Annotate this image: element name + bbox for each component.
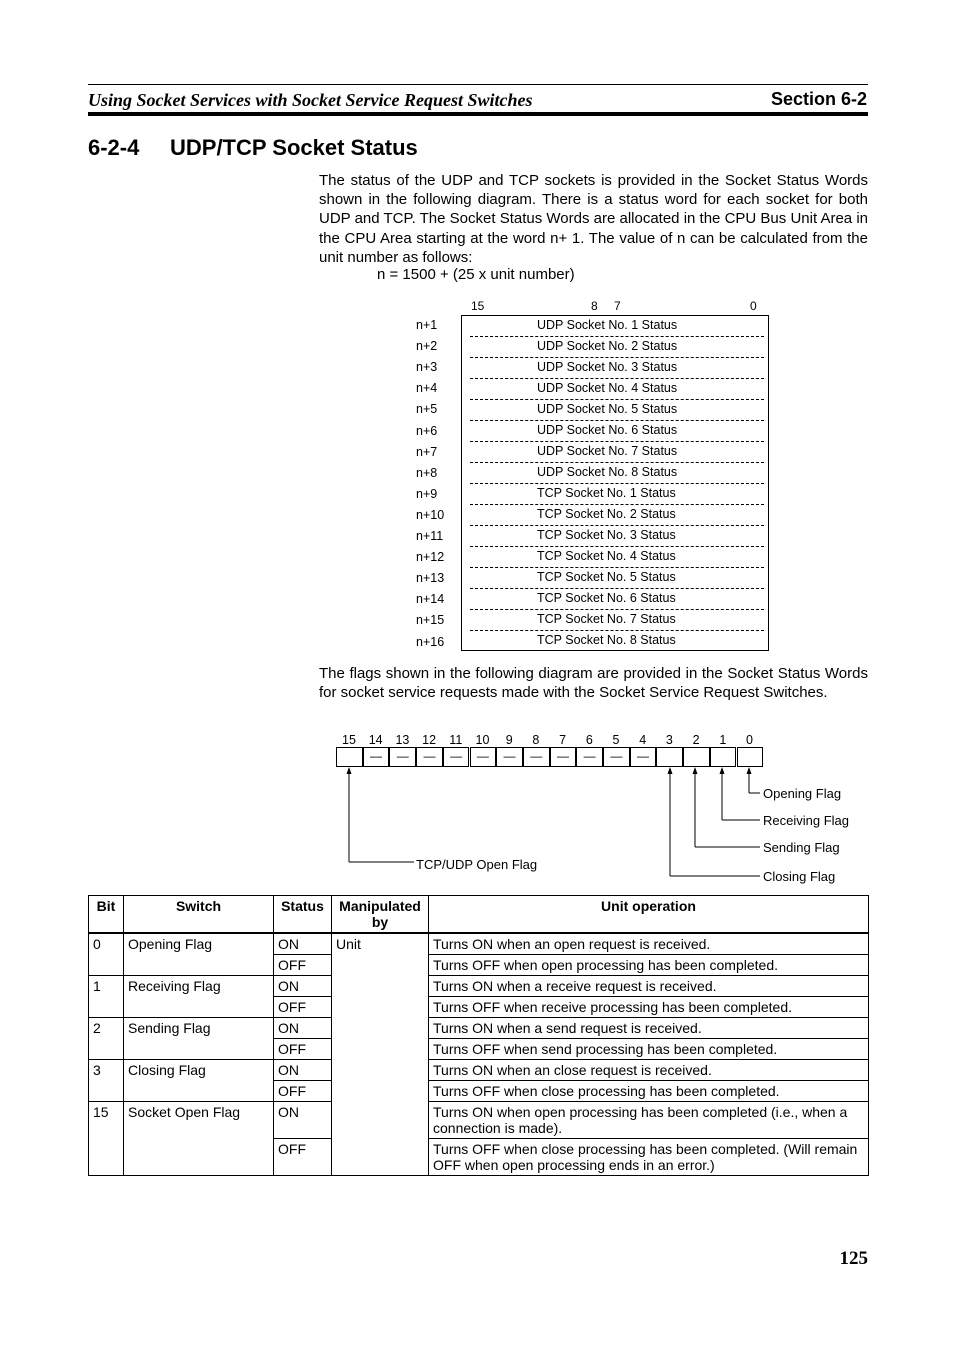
bit-number-label: 9 xyxy=(505,733,513,747)
status-word-label: UDP Socket No. 3 Status xyxy=(537,360,678,374)
flags-paragraph: The flags shown in the following diagram are provided in the Socket Status Words for socket service requests made with the Socket Service Request Switches. xyxy=(319,665,868,702)
status-word-label: TCP Socket No. 1 Status xyxy=(537,486,676,500)
word-address: n+16 xyxy=(416,634,445,649)
status-on: ON xyxy=(274,1060,332,1081)
status-word-label: UDP Socket No. 2 Status xyxy=(537,339,678,353)
unused-bit-mark: — xyxy=(503,749,516,763)
word-address: n+1 xyxy=(416,318,438,332)
bit-number-label: 1 xyxy=(719,733,727,747)
bit-number-label: 0 xyxy=(746,733,753,747)
bit-number-label: 3 xyxy=(665,733,673,747)
switch-name: Receiving Flag xyxy=(124,976,274,1018)
word-address: n+12 xyxy=(416,550,445,565)
header-unit-operation: Unit operation xyxy=(429,896,869,934)
unit-operation-off: Turns OFF when send processing has been completed. xyxy=(429,1039,869,1060)
status-off: OFF xyxy=(274,955,332,976)
status-on: ON xyxy=(274,976,332,997)
unit-operation-on: Turns ON when a receive request is received. xyxy=(429,976,869,997)
header-manipulated-by: Manipulated by xyxy=(332,896,429,934)
status-word-label: UDP Socket No. 1 Status xyxy=(537,318,678,332)
status-word-label: TCP Socket No. 4 Status xyxy=(537,549,676,563)
status-on: ON xyxy=(274,1102,332,1139)
table-row xyxy=(89,933,869,955)
section-number: 6-2-4 xyxy=(88,135,140,160)
closing-flag-label: Closing Flag xyxy=(763,869,836,884)
status-word-label: UDP Socket No. 5 Status xyxy=(537,402,678,416)
word-address: n+10 xyxy=(416,507,445,522)
unit-operation-off: Turns OFF when close processing has been completed. xyxy=(429,1081,869,1102)
word-address: n+14 xyxy=(416,592,445,607)
bit-number-label: 15 xyxy=(342,733,356,747)
opening-flag-label: Opening Flag xyxy=(763,786,842,801)
status-word-label: TCP Socket No. 2 Status xyxy=(537,507,676,521)
word-address: n+3 xyxy=(416,360,438,375)
open-flag-label: TCP/UDP Open Flag xyxy=(416,857,538,872)
bit-number-label: 13 xyxy=(395,733,410,747)
unused-bit-mark: — xyxy=(610,749,623,763)
section-title: UDP/TCP Socket Status xyxy=(170,135,418,160)
word-bit-7-label: 7 xyxy=(614,299,621,313)
word-address: n+8 xyxy=(416,465,438,480)
word-address: n+13 xyxy=(416,571,445,586)
flag-operation-table xyxy=(88,895,869,1176)
bit-cell-value: 0 xyxy=(89,933,124,976)
status-off: OFF xyxy=(274,1039,332,1060)
bit-number-label: 2 xyxy=(692,733,700,747)
manipulated-by: Unit xyxy=(332,933,429,1176)
bit-number-label: 6 xyxy=(585,733,593,747)
unit-operation-off: Turns OFF when close processing has been completed. (Will remain OFF when open processing ends in an error.) xyxy=(429,1139,869,1176)
unused-bit-mark: — xyxy=(396,749,409,763)
bit-cell-value: 1 xyxy=(89,976,124,1018)
page-number: 125 xyxy=(839,1248,868,1269)
word-bit-15-label: 15 xyxy=(471,299,485,313)
status-word-label: UDP Socket No. 6 Status xyxy=(537,423,678,437)
unused-bit-mark: — xyxy=(583,749,596,763)
table-row xyxy=(89,1102,869,1139)
intro-paragraph: The status of the UDP and TCP sockets is provided in the Socket Status Words shown in the following diagram. There is a status word for each socket for both UDP and TCP. The Socket Status Words are allocated in the CPU Bus Unit Area in the CPU Area starting at the word n+ 1. The value of n can be calculated from the unit number as follows: xyxy=(319,172,868,266)
word-bit-0-label: 0 xyxy=(750,299,757,313)
table-row xyxy=(89,1018,869,1039)
running-header-title: Using Socket Services with Socket Service Request Switches xyxy=(88,90,533,110)
status-word-label: UDP Socket No. 8 Status xyxy=(537,465,678,479)
header-bit: Bit xyxy=(89,896,124,934)
word-address: n+6 xyxy=(416,423,438,438)
header-status: Status xyxy=(274,896,332,934)
status-on: ON xyxy=(274,933,332,955)
running-header-section: Section 6-2 xyxy=(770,89,867,109)
word-bit-8-label: 8 xyxy=(591,299,598,313)
receiving-flag-label: Receiving Flag xyxy=(763,813,849,828)
unused-bit-mark: — xyxy=(476,749,489,763)
status-off: OFF xyxy=(274,997,332,1018)
word-address: n+4 xyxy=(416,381,438,396)
formula: n = 1500 + (25 x unit number) xyxy=(377,266,575,283)
status-off: OFF xyxy=(274,1139,332,1176)
bit-number-label: 11 xyxy=(449,733,463,747)
switch-name: Sending Flag xyxy=(124,1018,274,1060)
unused-bit-mark: — xyxy=(450,749,463,763)
status-off: OFF xyxy=(274,1081,332,1102)
sending-flag-label: Sending Flag xyxy=(763,840,840,855)
unit-operation-off: Turns OFF when receive processing has been completed. xyxy=(429,997,869,1018)
bit-cell-value: 15 xyxy=(89,1102,124,1176)
unit-operation-on: Turns ON when a send request is received. xyxy=(429,1018,869,1039)
status-word-label: TCP Socket No. 8 Status xyxy=(537,633,676,647)
bit-number-label: 10 xyxy=(475,733,490,747)
bit-number-label: 14 xyxy=(368,733,383,747)
word-address: n+15 xyxy=(416,613,445,628)
bit-cell-value: 3 xyxy=(89,1060,124,1102)
switch-name: Closing Flag xyxy=(124,1060,274,1102)
unused-bit-mark: — xyxy=(637,749,650,763)
word-address: n+2 xyxy=(416,339,438,354)
unit-operation-on: Turns ON when open processing has been completed (i.e., when a connection is made). xyxy=(429,1102,869,1139)
bit-number-label: 4 xyxy=(639,733,647,747)
status-word-label: UDP Socket No. 4 Status xyxy=(537,381,678,395)
status-word-label: TCP Socket No. 3 Status xyxy=(537,528,676,542)
header-switch: Switch xyxy=(124,896,274,934)
unused-bit-mark: — xyxy=(370,749,383,763)
unit-operation-on: Turns ON when an open request is received. xyxy=(429,933,869,955)
unused-bit-mark: — xyxy=(423,749,436,763)
status-word-label: UDP Socket No. 7 Status xyxy=(537,444,678,458)
bit-number-label: 7 xyxy=(559,733,567,747)
table-row xyxy=(89,976,869,997)
status-word-label: TCP Socket No. 5 Status xyxy=(537,570,676,584)
word-address: n+9 xyxy=(416,486,438,501)
table-row xyxy=(89,1060,869,1081)
switch-name: Opening Flag xyxy=(124,933,274,976)
unused-bit-mark: — xyxy=(556,749,569,763)
bit-number-label: 12 xyxy=(422,733,437,747)
bit-cell-value: 2 xyxy=(89,1018,124,1060)
table-header-row xyxy=(89,896,869,934)
word-address: n+11 xyxy=(416,529,444,543)
status-word-label: TCP Socket No. 7 Status xyxy=(537,612,676,626)
unit-operation-on: Turns ON when an close request is received. xyxy=(429,1060,869,1081)
bit-number-label: 8 xyxy=(532,733,540,747)
unused-bit-mark: — xyxy=(530,749,543,763)
switch-name: Socket Open Flag xyxy=(124,1102,274,1176)
word-address: n+7 xyxy=(416,444,438,459)
word-address: n+5 xyxy=(416,402,438,417)
status-on: ON xyxy=(274,1018,332,1039)
unit-operation-off: Turns OFF when open processing has been completed. xyxy=(429,955,869,976)
bit-number-label: 5 xyxy=(612,733,620,747)
status-word-label: TCP Socket No. 6 Status xyxy=(537,591,676,605)
